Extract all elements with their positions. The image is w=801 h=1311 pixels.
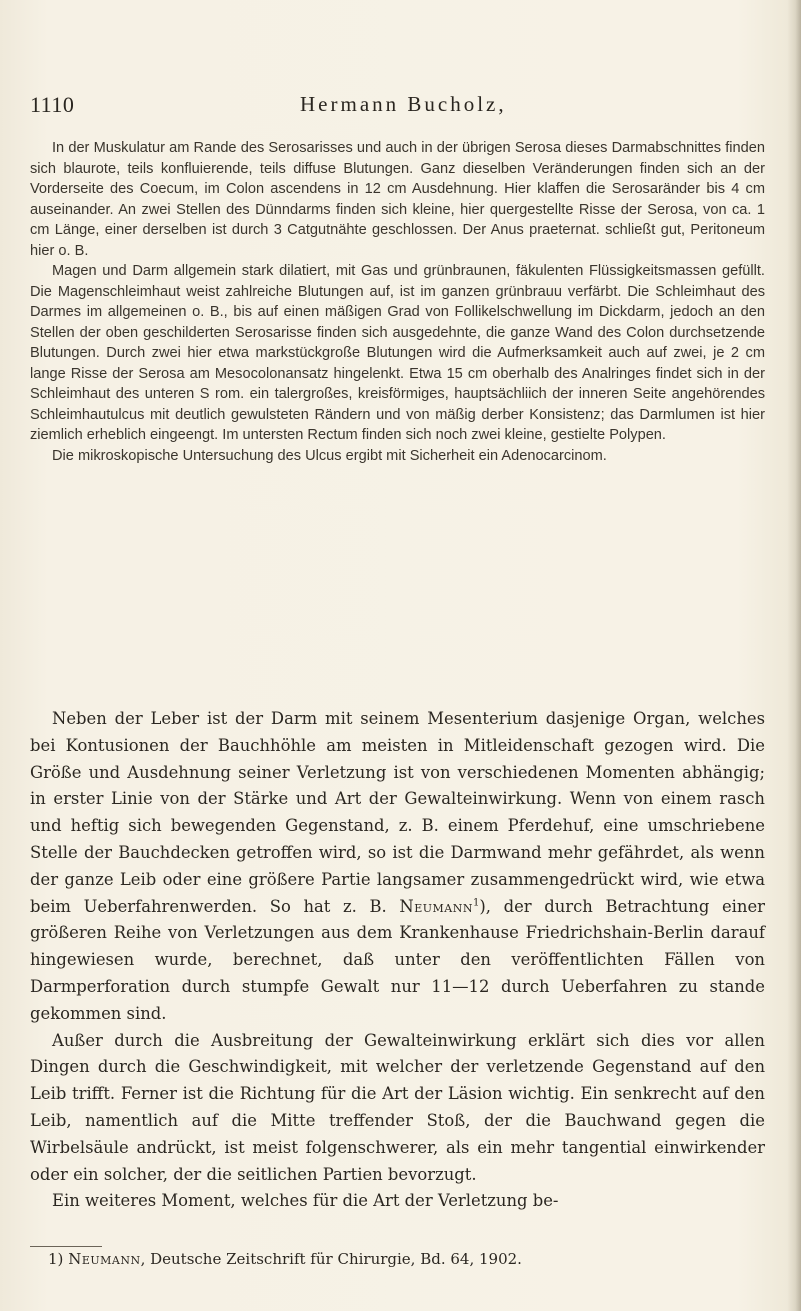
- page-number: 1110: [30, 92, 75, 117]
- body-paragraph-2: Außer durch die Ausbreitung der Gewalteinwirkung erklärt sich dies vor allen Dingen durch die Geschwindigkeit, mit welcher der verletzende Gegenstand auf den Leib trifft. Ferner ist die Richtung für die Art der Läsion wichtig. Ein senkrecht auf den Leib, namentlich auf die Mitte treffender Stoß, der die Bauchwand gegen die Wirbelsäule andrückt, ist meist folgenschwerer, als ein mehr tangential einwirkender oder ein solcher, der die seitlichen Partien bevorzugt.: [30, 1030, 765, 1184]
- footnote-divider: [30, 1246, 102, 1247]
- main-body-text: [30, 706, 765, 1215]
- page-edge-shadow: [787, 0, 801, 1311]
- author-name-neumann: Neumann: [399, 896, 473, 916]
- case-paragraph-3: Die mikroskopische Untersuchung des Ulcus ergibt mit Sicherheit ein Adenocarcinom.: [52, 447, 607, 464]
- page-header: [0, 92, 801, 122]
- case-report-text: [30, 138, 765, 466]
- footnote-reference[interactable]: 1: [472, 897, 480, 909]
- case-paragraph-2: Magen und Darm allgemein stark dilatiert, mit Gas und grünbraunen, fäkulenten Flüssigkeitsmassen gefüllt. Die Magenschleimhaut weist zahlreiche Blutungen auf, ist im ganzen grünbrauu verfärbt. Die Schleimhaut des Darmes im allgemeinen o. B., bis auf einen mäßigen Grad von Follikelschwellung im Dickdarm, jedoch an den Stellen der oben geschilderten Serosarisse finden sich ausgedehnte, die ganze Wand des Colon durchsetzende Blutungen. Durch zwei hier etwa markstückgroße Blutungen wird die Aufmerksamkeit auch auf zwei, je 2 cm lange Risse der Serosa am Mesocolonansatz hingelenkt. Etwa 15 cm oberhalb des Analringes findet sich in der Schleimhaut des unteren S rom. ein talergroßes, kreisförmiges, hauptsächliich der inneren Seite angehörendes Schleimhautulcus mit deutlich gewulsteten Rändern und von mäßig derber Konsistenz; das Darmlumen ist hier ziemlich erheblich eingeengt. Im untersten Rectum finden sich noch zwei kleine, gestielte Polypen.: [30, 263, 765, 443]
- footnote: [48, 1248, 768, 1270]
- body-paragraph-1: [30, 706, 765, 1028]
- footnote-author: Neumann: [68, 1250, 141, 1268]
- running-head: Hermann Bucholz,: [300, 92, 507, 116]
- footnote-mark: 1): [48, 1250, 64, 1268]
- footnote-citation: , Deutsche Zeitschrift für Chirurgie, Bd. 64, 1902.: [140, 1250, 522, 1268]
- body-paragraph-3: Ein weiteres Moment, welches für die Art der Verletzung be-: [52, 1191, 559, 1211]
- body-paragraph-1-start: Neben der Leber ist der Darm mit seinem Mesenterium dasjenige Organ, welches bei Kontusionen der Bauchhöhle am meisten in Mitleidenschaft gezogen wird. Die Größe und Ausdehnung seiner Verletzung ist von verschiedenen Momenten abhängig; in erster Linie von der Stärke und Art der Gewalteinwirkung. Wenn von einem rasch und heftig sich bewegenden Gegenstand, z. B. einem Pferdehuf, eine umschriebene Stelle der Bauchdecken getroffen wird, so ist die Darmwand mehr gefährdet, als wenn der ganze Leib oder eine größere Partie langsamer zusammengedrückt wird, wie etwa beim Ueberfahrenwerden. So hat z. B.: [30, 709, 765, 916]
- case-paragraph-1: In der Muskulatur am Rande des Serosarisses und auch in der übrigen Serosa dieses Darmabschnittes finden sich blaurote, teils konfluierende, teils diffuse Blutungen. Ganz dieselben Veränderungen finden sich an der Vorderseite des Coecum, im Colon ascendens in 12 cm Ausdehnung. Hier klaffen die Serosaränder bis 4 cm auseinander. An zwei Stellen des Dünndarms finden sich kleine, hier quergestellte Risse der Serosa, von ca. 1 cm Länge, einer derselben ist durch 3 Catgutnähte geschlossen. Der Anus praeternat. schließt gut, Peritoneum hier o. B.: [30, 140, 765, 259]
- body-paragraph-1-end: ), der durch Betrachtung einer größeren Reihe von Verletzungen aus dem Krankenhause Friedrichshain-Berlin darauf hingewiesen wurde, berechnet, daß unter den veröffentlichten Fällen von Darmperforation durch stumpfe Gewalt nur 11—12 durch Ueberfahren zu stande gekommen sind.: [30, 896, 765, 1023]
